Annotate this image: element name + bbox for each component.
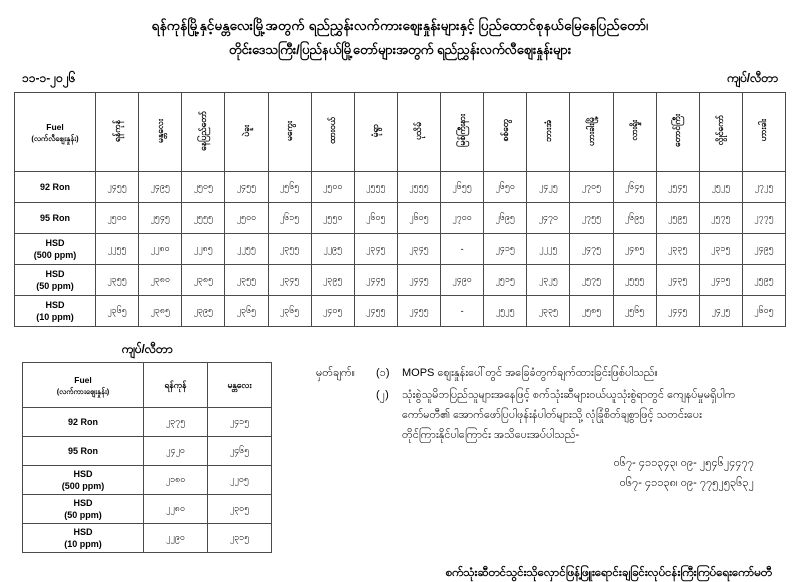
price-cell: ၂၅၀၅	[182, 172, 225, 203]
price-cell: ၂၅၉၅	[742, 265, 785, 296]
price-cell: ၂၅၇၅	[699, 203, 742, 234]
column-header-0: ရန်ကုန်	[96, 93, 139, 172]
price-cell: ၂၅၅၀	[311, 203, 354, 234]
fuel-header-main: Fuel	[46, 121, 64, 132]
price-cell: ၂၅၆၅	[268, 172, 311, 203]
wholesale-block	[22, 341, 292, 553]
price-cell: ၂၅၉၅	[656, 203, 699, 234]
price-cell: ၂၃၈၅	[182, 265, 225, 296]
price-cell: ၂၆၄၅	[613, 172, 656, 203]
price-cell: ၂၃၀၅	[208, 495, 272, 524]
price-cell: ၂၅၅၅	[397, 172, 440, 203]
price-cell: ၂၄၉၅	[742, 234, 785, 265]
column-header-2: နေပြည်တော်	[182, 93, 225, 172]
price-cell: ၂၃၆၅	[225, 296, 268, 327]
note-label	[316, 385, 376, 445]
price-cell: ၂၃၈၅	[139, 296, 182, 327]
column-header-11: ဟားခါးမြို့	[570, 93, 613, 172]
price-cell: ၂၇၂၅	[742, 172, 785, 203]
price-cell: ၂၃၆၅	[96, 296, 139, 327]
price-cell: ၂၅၅၅	[613, 265, 656, 296]
note-text: သုံးစွဲသူမိဘပြည်သူများအနေဖြင့် စက်သုံးဆီများဝယ်ယူသုံးစွဲရာတွင် ကျေနပ်မှုမရှိပါက ကော်မတီ၏ အောက်ဖော်ပြပါဖုန်းနံပါတ်များသို့ လုံခြုံစိတ်ချစွာဖြင့် သတင်းပေး တိုင်ကြားနိုင်ပါကြောင်း အသိပေးအပ်ပါသည်-	[402, 389, 736, 441]
column-header-7: ပုသိမ်	[397, 93, 440, 172]
price-cell: ၂၅၆၅	[613, 296, 656, 327]
price-cell: ၂၄၂၅	[527, 172, 570, 203]
price-cell: ၂၄၈၅	[613, 234, 656, 265]
price-cell: ၂၄၄၅	[354, 265, 397, 296]
retail-table-body	[15, 172, 786, 327]
price-cell: ၂၃၉၅	[311, 265, 354, 296]
price-cell: ၂၇၀၀	[441, 203, 484, 234]
row-label: 92 Ron	[23, 408, 144, 437]
note-item	[316, 385, 778, 445]
price-cell: ၂၄၇၅	[570, 234, 613, 265]
wholesale-price-table	[22, 362, 272, 553]
price-cell: ၂၃၆၅	[268, 296, 311, 327]
price-cell: ၂၅၈၅	[570, 296, 613, 327]
price-cell: ၂၃၅၅	[225, 265, 268, 296]
fuel-header-sub: (လက်လီဈေးနှုန်း)	[31, 133, 79, 143]
note-number: (၁)	[376, 367, 390, 379]
price-cell: ၂၆၀၅	[742, 296, 785, 327]
price-cell: ၂၆၁၅	[268, 203, 311, 234]
wholesale-table-body	[23, 408, 272, 553]
price-cell: ၂၇၀၅	[570, 172, 613, 203]
column-header-1: မန္တလေး	[139, 93, 182, 172]
title-line-2: တိုင်းဒေသကြီး/ပြည်နယ်မြို့တော်များအတွက် ရည်ညွှန်းလက်လီဈေးနှုန်းများ	[228, 42, 572, 57]
price-cell: ၂၂၅၅	[225, 234, 268, 265]
table-row	[15, 172, 786, 203]
note-text: MOPS ဈေးနှုန်းပေါ်တွင် အခြေခံတွက်ချက်ထားခြင်းဖြစ်ပါသည်။	[402, 367, 658, 379]
price-cell: -	[441, 234, 484, 265]
price-cell: ၂၃၃၅	[656, 234, 699, 265]
wholesale-column-header-0: ရန်ကုန်	[144, 363, 208, 408]
row-label: 95 Ron	[15, 203, 96, 234]
price-cell: ၂၄၄၅	[397, 265, 440, 296]
price-cell: ၂၃၁၅	[699, 234, 742, 265]
price-cell: ၂၇၅၅	[570, 203, 613, 234]
wholesale-header-sub: (လက်ကားဈေးနှုန်း)	[56, 386, 110, 396]
notes-container	[316, 363, 778, 445]
table-row	[23, 495, 272, 524]
price-cell: ၂၅၀၀	[96, 203, 139, 234]
retail-price-table	[14, 92, 786, 327]
wholesale-header-main: Fuel	[74, 374, 92, 385]
price-cell: ၂၄၀၅	[311, 296, 354, 327]
price-cell: -	[441, 296, 484, 327]
column-header-10: ဘားအံ	[527, 93, 570, 172]
price-cell: ၂၂၈၀	[144, 495, 208, 524]
column-header-4: မကွေး	[268, 93, 311, 172]
column-header-14: လွိုင်ကော်	[699, 93, 742, 172]
price-cell: ၂၅၅၅	[354, 172, 397, 203]
meta-row	[14, 70, 786, 88]
table-row	[15, 265, 786, 296]
table-row	[15, 234, 786, 265]
row-label: 95 Ron	[23, 437, 144, 466]
contact-phones	[316, 453, 778, 493]
column-header-8: မြစ်ကြီးနား	[441, 93, 484, 172]
price-cell: ၂၂၈၀	[139, 234, 182, 265]
price-cell: ၂၂၈၅	[182, 234, 225, 265]
document-date: ၁၁-၁-၂၀၂၆	[22, 71, 76, 85]
row-label: HSD (500 ppm)	[15, 234, 96, 265]
price-cell: ၂၃၇၅	[144, 408, 208, 437]
column-header-15: ဟားခါး	[742, 93, 785, 172]
price-cell: ၂၅၂၅	[484, 296, 527, 327]
document-title	[14, 16, 786, 60]
wholesale-header-row	[23, 363, 272, 408]
table-row	[23, 408, 272, 437]
price-cell: ၂၅၀၀	[225, 203, 268, 234]
column-header-9: စစ်တွေ	[484, 93, 527, 172]
price-cell: ၂၄၆၅	[208, 437, 272, 466]
price-cell: ၂၄၁၅	[208, 408, 272, 437]
price-cell: ၂၄၅၅	[96, 172, 139, 203]
column-header-12: လားရှိုး	[613, 93, 656, 172]
row-label: HSD (500 ppm)	[23, 466, 144, 495]
table-header-row	[15, 93, 786, 172]
note-item	[316, 363, 778, 383]
notes-section	[292, 341, 778, 553]
table-row	[15, 296, 786, 327]
price-cell: ၂၃၄၅	[397, 234, 440, 265]
price-cell: ၂၆၉၅	[484, 203, 527, 234]
price-cell: ၂၅၂၅	[699, 172, 742, 203]
fuel-column-header	[15, 93, 96, 172]
wholesale-fuel-header	[23, 363, 144, 408]
price-cell: ၂၆၅၅	[441, 172, 484, 203]
table-row	[23, 437, 272, 466]
price-cell: ၂၃၄၅	[354, 234, 397, 265]
price-cell: ၂၂၀၅	[208, 466, 272, 495]
price-cell: ၂၂၉၅	[311, 234, 354, 265]
price-cell: ၂၃၅၅	[268, 234, 311, 265]
price-cell: ၂၅၇၅	[570, 265, 613, 296]
price-cell: ၂၄၃၅	[656, 265, 699, 296]
price-cell: ၂၅၄၅	[656, 172, 699, 203]
price-cell: ၂၄၇၀	[527, 203, 570, 234]
unit-label-retail: ကျပ်/လီတာ	[726, 71, 778, 85]
price-cell: ၂၄၅၅	[225, 172, 268, 203]
price-cell: ၂၄၉၅	[139, 172, 182, 203]
price-cell: ၂၂၉၀	[144, 524, 208, 553]
price-cell: ၂၆၀၅	[354, 203, 397, 234]
price-cell: ၂၄၅၅	[397, 296, 440, 327]
column-header-3: ပဲခူး	[225, 93, 268, 172]
row-label: 92 Ron	[15, 172, 96, 203]
note-number: (၂)	[376, 389, 389, 401]
price-cell: ၂၃၂၅	[527, 265, 570, 296]
price-cell: ၂၄၁၅	[699, 265, 742, 296]
price-cell: ၂၅၀၀	[311, 172, 354, 203]
lower-section	[14, 341, 786, 553]
wholesale-column-header-1: မန္တလေး	[208, 363, 272, 408]
price-cell: ၂၃၄၅	[268, 265, 311, 296]
row-label: HSD (10 ppm)	[15, 296, 96, 327]
table-row	[15, 203, 786, 234]
price-cell: ၂၄၂၀	[144, 437, 208, 466]
price-cell: ၂၅၁၅	[484, 265, 527, 296]
price-cell: ၂၄၁၅	[484, 234, 527, 265]
price-cell: ၂၆၀၅	[397, 203, 440, 234]
column-header-13: တောင်ကြီး	[656, 93, 699, 172]
price-cell: ၂၄၂၅	[699, 296, 742, 327]
column-header-5: ထားဝယ်	[311, 93, 354, 172]
price-cell: ၂၃၉၅	[182, 296, 225, 327]
price-cell: ၂၆၅၀	[484, 172, 527, 203]
row-label: HSD (50 ppm)	[15, 265, 96, 296]
note-label: မှတ်ချက်။	[316, 367, 356, 379]
column-header-6: မုံရွာ	[354, 93, 397, 172]
price-cell: ၂၅၄၅	[139, 203, 182, 234]
price-cell: ၂၂၂၅	[527, 234, 570, 265]
price-cell: ၂၄၅၅	[354, 296, 397, 327]
unit-label-wholesale: ကျပ်/လီတာ	[121, 342, 173, 356]
row-label: HSD (50 ppm)	[23, 495, 144, 524]
price-cell: ၂၄၄၅	[656, 296, 699, 327]
price-cell: ၂၃၈၀	[139, 265, 182, 296]
price-cell: ၂၁၈၀	[144, 466, 208, 495]
phone-number: ၀၆၇- ၄၁၁၃၄၃၊ ၀၉- ၂၅၄၆၂၄၄၇၇	[613, 457, 754, 469]
table-row	[23, 466, 272, 495]
table-row	[23, 524, 272, 553]
price-cell: ၂၂၅၅	[96, 234, 139, 265]
row-label: HSD (10 ppm)	[23, 524, 144, 553]
price-cell: ၂၇၇၅	[742, 203, 785, 234]
price-cell: ၂၆၉၅	[613, 203, 656, 234]
title-line-1: ရန်ကုန်မြို့နှင့်မန္တလေးမြို့အတွက် ရည်ညွှန်းလက်ကားဈေးနှုန်းများနှင့် ပြည်ထောင်စုနယ်မြေနေပြည်တော်၊	[151, 18, 649, 33]
price-cell: ၂၅၅၅	[182, 203, 225, 234]
phone-number: ၀၆၇- ၄၁၁၃၈၊ ၀၉- ၇၇၅၂၅၃၆၃၂	[619, 477, 754, 489]
price-cell: ၂၃၁၅	[208, 524, 272, 553]
price-cell: ၂၃၅၅	[96, 265, 139, 296]
price-cell: ၂၄၉၀	[441, 265, 484, 296]
committee-footer: စက်သုံးဆီတင်သွင်းသိုလှောင်ဖြန့်ဖြူးရောင်းချခြင်းလုပ်ငန်းကြီးကြပ်ရေးကော်မတီ	[445, 567, 772, 579]
price-cell: ၂၃၃၅	[527, 296, 570, 327]
